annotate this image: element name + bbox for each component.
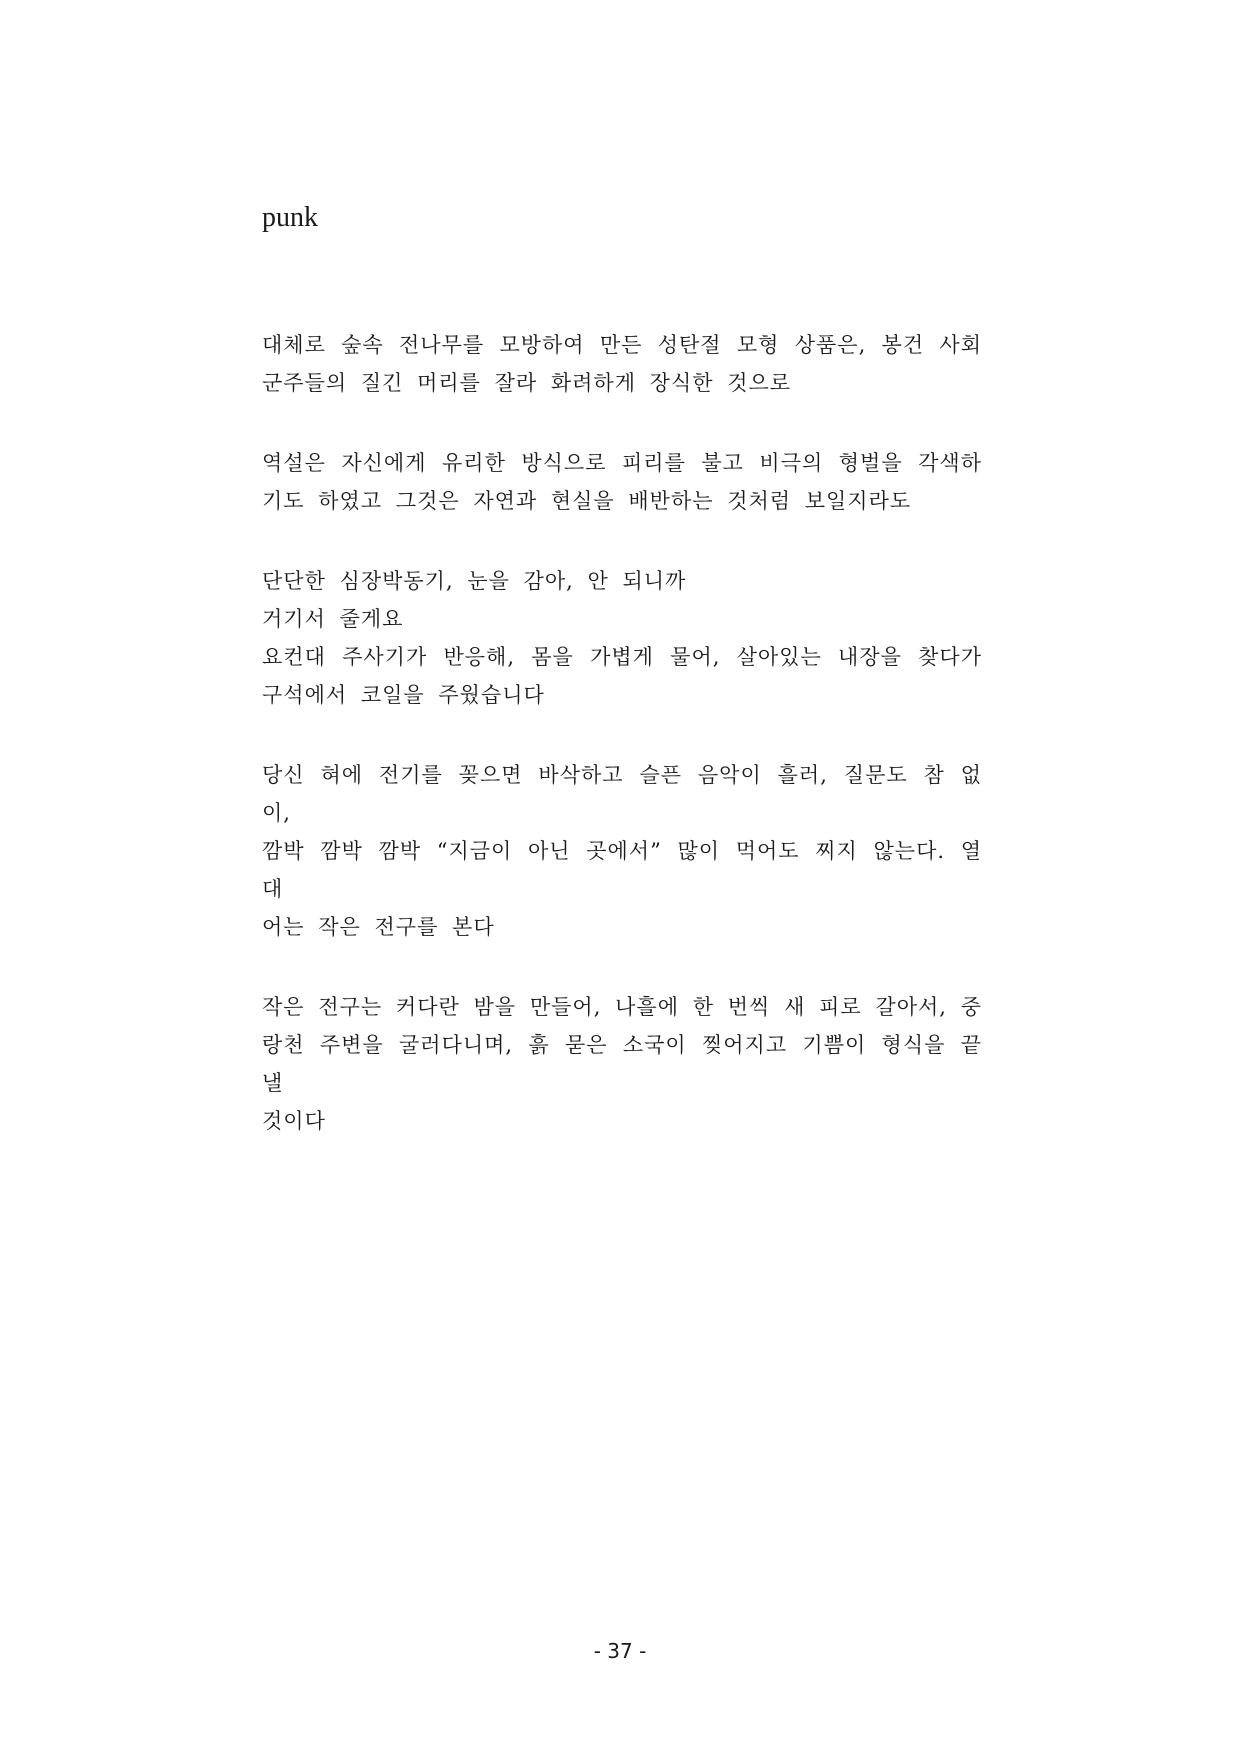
poem-line: 거기서 줄게요 — [262, 607, 404, 631]
poem-line: 깜박 깜박 깜박 “지금이 아닌 곳에서” 많이 먹어도 찌지 않는다. 열대 — [262, 839, 982, 901]
stanza-5 — [262, 988, 982, 1140]
poem-line: 기도 하였고 그것은 자연과 현실을 배반하는 것처럼 보일지라도 — [262, 489, 912, 513]
poem-line: 단단한 심장박동기, 눈을 감아, 안 되니까 — [262, 569, 687, 593]
page-number: - 37 - — [593, 1639, 647, 1663]
poem-line: 랑천 주변을 굴러다니며, 흙 묻은 소국이 찢어지고 기쁨이 형식을 끝낼 — [262, 1033, 982, 1095]
stanza-2 — [262, 444, 982, 520]
poem-line: 것이다 — [262, 1109, 326, 1133]
stanza-4 — [262, 756, 982, 946]
poem-line: 군주들의 질긴 머리를 잘라 화려하게 장식한 것으로 — [262, 371, 792, 395]
poem-line: 작은 전구는 커다란 밤을 만들어, 나흘에 한 번씩 새 피로 갈아서, 중 — [262, 995, 982, 1019]
poem-body — [262, 326, 982, 1182]
poem-title: punk — [262, 202, 318, 233]
poem-line: 당신 혀에 전기를 꽂으면 바삭하고 슬픈 음악이 흘러, 질문도 참 없이, — [262, 763, 982, 825]
poem-line: 구석에서 코일을 주웠습니다 — [262, 683, 545, 707]
stanza-1 — [262, 326, 982, 402]
poem-line: 어는 작은 전구를 본다 — [262, 915, 495, 939]
poem-line: 대체로 숲속 전나무를 모방하여 만든 성탄절 모형 상품은, 봉건 사회 — [262, 333, 982, 357]
poem-line: 요컨대 주사기가 반응해, 몸을 가볍게 물어, 살아있는 내장을 찾다가 — [262, 645, 982, 669]
stanza-3 — [262, 562, 982, 714]
poem-line: 역설은 자신에게 유리한 방식으로 피리를 불고 비극의 형벌을 각색하 — [262, 451, 982, 475]
